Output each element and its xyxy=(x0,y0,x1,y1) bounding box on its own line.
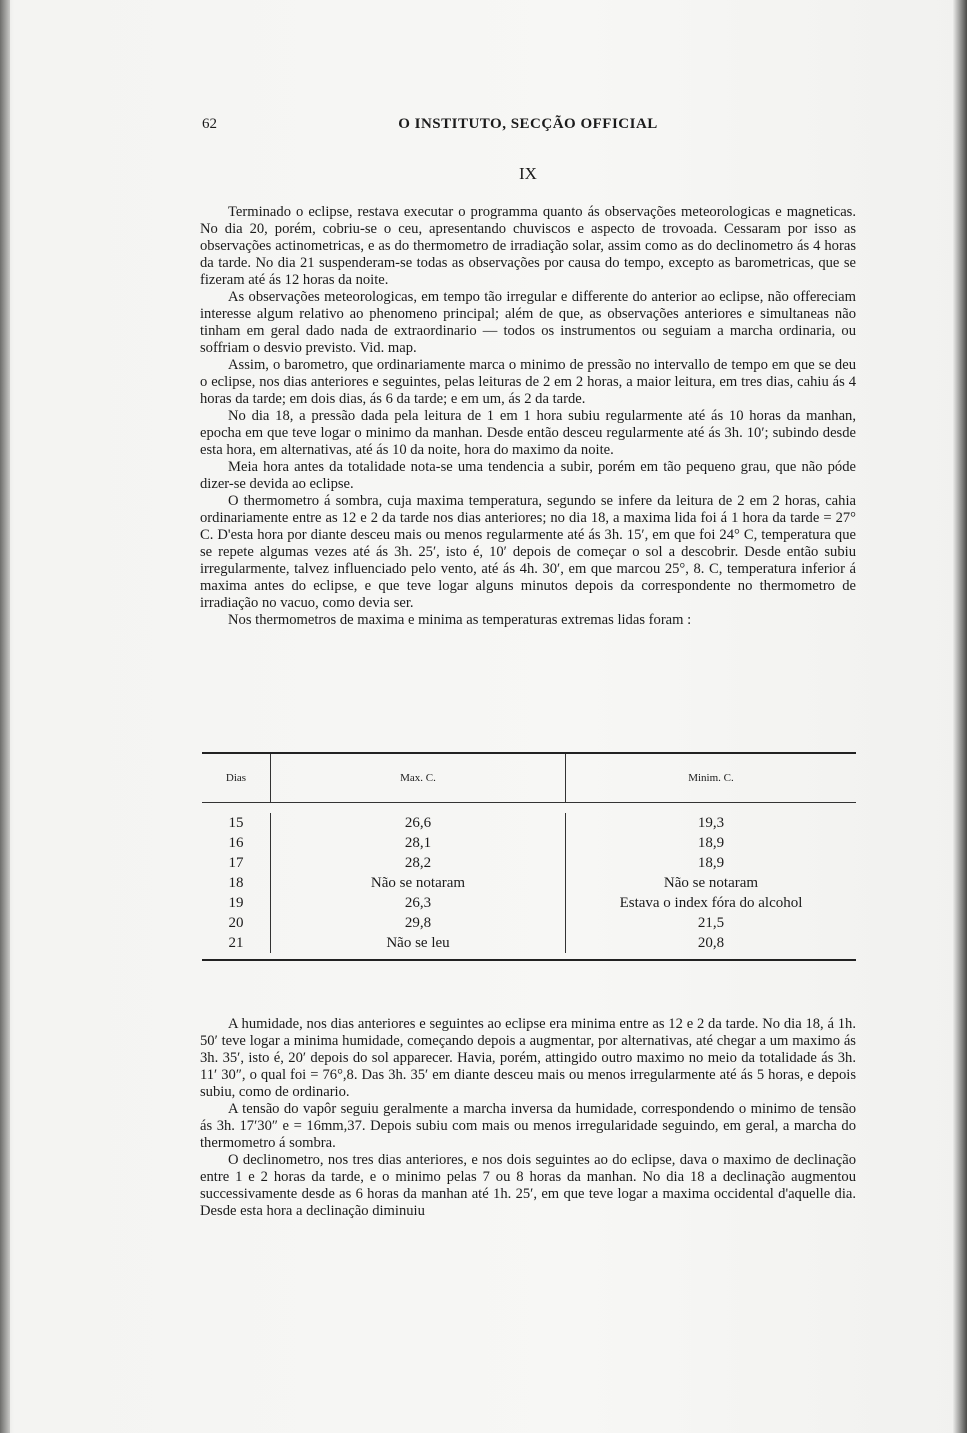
cell-dia: 15 xyxy=(228,815,244,831)
body-text-after-table xyxy=(200,1016,856,1220)
running-title: O INSTITUTO, SECÇÃO OFFICIAL xyxy=(398,116,658,132)
column-dias xyxy=(202,813,271,953)
cell-min: 20,8 xyxy=(697,935,725,951)
cell-dia: 19 xyxy=(228,895,244,911)
column-max xyxy=(271,813,566,953)
section-title: IX xyxy=(519,164,537,183)
table-body xyxy=(202,803,856,959)
cell-max: 29,8 xyxy=(404,915,432,931)
paragraph: A humidade, nos dias anteriores e seguintes ao eclipse era minima entre as 12 e 2 da tarde. No dia 18, á 1h. 50′ teve logar a minima humidade, começando depois a augmentar, por alternativas, até chegar a um maximo ás 3h. 35′, isto é, 20′ depois do sol apparecer. Havia, porém, attingido outro maximo no meio da totalidade ás 3h. 11′ 30″, o qual foi = 76°,8. Das 3h. 35′ em diante desceu mais ou menos irregularmente até ás 5 horas, e depois subiu, como de ordinario. xyxy=(200,1016,856,1100)
paragraph: O thermometro á sombra, cuja maxima temperatura, segundo se infere da leitura de 2 em 2 horas, cahia ordinariamente entre as 12 e 2 da tarde nos dias anteriores; no dia 18, a maxima lida foi á 1 hora da tarde = 27° C. D'esta hora por diante desceu mais ou menos regularmente até ás 3h. 15′, em que foi 24° C, temperatura que se repete algumas vezes até ás 3h. 25′, isto é, 10′ depois de começar o sol a descobrir. Desde então subiu irregularmente, talvez influenciado pelo vento, até ás 4h. 30′, em que marcou 25°, 8. C, temperatura inferior á maxima antes do eclipse, e que teve logar alguns minutos depois da correspondente no thermometro de irradiação no vacuo, como devia ser. xyxy=(200,493,856,611)
paragraph: Meia hora antes da totalidade nota-se uma tendencia a subir, porém em tão pequeno grau, que não póde dizer-se devida ao eclipse. xyxy=(200,459,856,492)
cell-min: 18,9 xyxy=(697,835,725,851)
page-header xyxy=(200,116,856,136)
column-min xyxy=(566,813,856,953)
header-min: Minim. C. xyxy=(688,772,734,784)
page-number: 62 xyxy=(202,116,217,132)
table-header-row xyxy=(202,754,856,803)
cell-max: Não se leu xyxy=(386,935,450,951)
page-right-edge xyxy=(953,0,967,1433)
paragraph: A tensão do vapôr seguiu geralmente a marcha inversa da humidade, correspondendo o minimo de tensão ás 3h. 17′30″ e = 16mm,37. Depois subiu com mais ou menos irregularidade seguindo, em geral, a marcha do thermometro á sombra. xyxy=(200,1101,856,1151)
cell-min: Estava o index fóra do alcohol xyxy=(619,895,803,911)
cell-min: 21,5 xyxy=(697,915,725,931)
header-dias: Dias xyxy=(202,754,271,802)
cell-max: 28,1 xyxy=(404,835,432,851)
paragraph: O declinometro, nos tres dias anteriores, e nos dois seguintes ao do eclipse, dava o maximo de declinação entre 1 e 2 horas da tarde, e o minimo pelas 7 ou 8 horas da manhan. No dia 18 a declinação augmentou successivamente desde as 6 horas da manhan até 1h. 25′, em que teve logar a maxima occidental d'aquelle dia. Desde esta hora a declinação diminuiu xyxy=(200,1152,856,1219)
body-text-before-table xyxy=(200,204,856,629)
cell-min: 19,3 xyxy=(697,815,725,831)
cell-min: 18,9 xyxy=(697,855,725,871)
page-left-shadow xyxy=(0,0,10,1433)
cell-dia: 17 xyxy=(228,855,244,871)
cell-max: 26,6 xyxy=(404,815,432,831)
paragraph: Nos thermometros de maxima e minima as temperaturas extremas lidas foram : xyxy=(228,612,692,628)
cell-dia: 21 xyxy=(228,935,244,951)
paragraph: As observações meteorologicas, em tempo tão irregular e differente do anterior ao eclipse, não offereciam interesse algum relativo ao phenomeno principal; além de que, as observações anteriores e simultaneas não tinham em geral dado nada de extraordinario — todos os instrumentos ou seguiam a marcha ordinaria, ou soffriam o desvio previsto. Vid. map. xyxy=(200,289,856,356)
cell-max: Não se notaram xyxy=(370,875,466,891)
cell-dia: 16 xyxy=(228,835,244,851)
temperature-table xyxy=(202,752,856,961)
cell-min: Não se notaram xyxy=(663,875,759,891)
cell-max: 28,2 xyxy=(404,855,432,871)
cell-dia: 18 xyxy=(228,875,244,891)
cell-max: 26,3 xyxy=(404,895,432,911)
paragraph: Assim, o barometro, que ordinariamente marca o minimo de pressão no intervallo de tempo em que se deu o eclipse, nos dias anteriores e seguintes, pelas leituras de 2 em 2 horas, a maior leitura, em tres dias, cahiu ás 4 horas da tarde; em dois dias, ás 6 da tarde; e em um, ás 2 da tarde. xyxy=(200,357,856,407)
paragraph: No dia 18, a pressão dada pela leitura de 1 em 1 hora subiu regularmente até ás 10 horas da manhan, epocha em que teve logar o minimo da manhan. Desde então desceu regularmente até ás 3h. 10′; subindo desde esta hora, em alternativas, até ás 10 da noite, hora do maximo da noite. xyxy=(200,408,856,458)
cell-dia: 20 xyxy=(228,915,244,931)
paragraph: Terminado o eclipse, restava executar o programma quanto ás observações meteorologicas e magneticas. No dia 20, porém, cobriu-se o ceu, apresentando chuviscos e aspecto de trovoada. Cessaram por isso as observações actinometricas, e as do thermometro de irradiação solar, assim como as do declinometro ás 4 horas da tarde. No dia 21 suspenderam-se todas as observações por causa do tempo, excepto as barometricas, que se fizeram até ás 12 horas da noite. xyxy=(200,204,856,288)
header-max: Max. C. xyxy=(271,754,566,802)
